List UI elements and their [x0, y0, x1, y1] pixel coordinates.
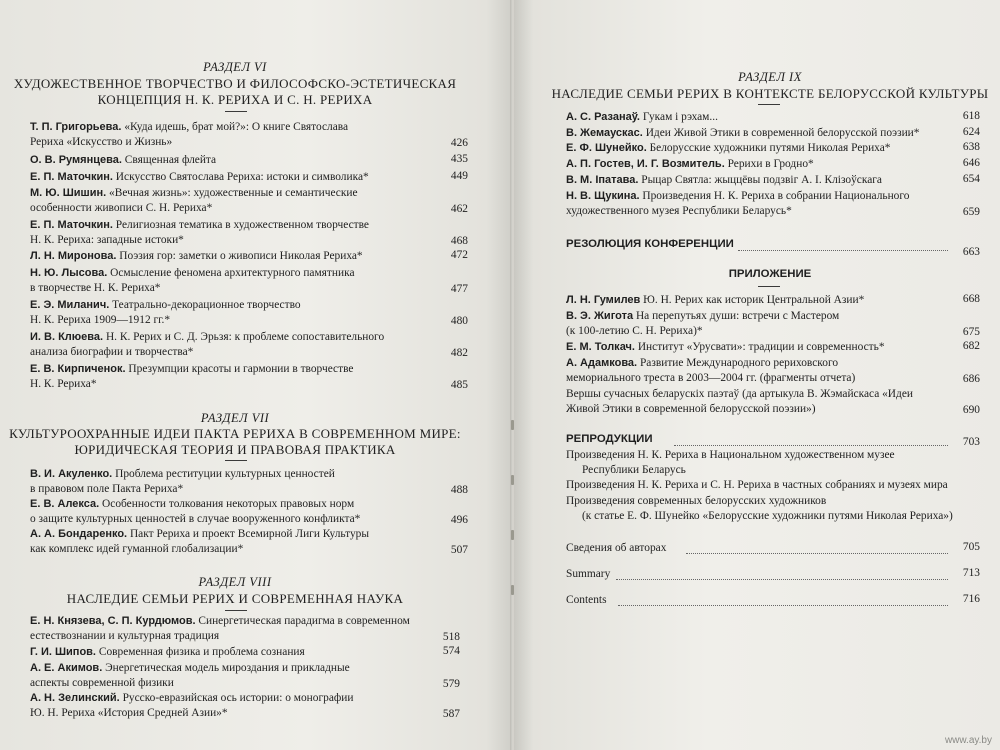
- toc-entry-page: 449: [450, 170, 468, 182]
- reproductions-item: Произведения Н. К. Рериха в Национальном художественном музее: [566, 449, 895, 461]
- toc-entry-author: В. М. Іпатава.: [566, 174, 639, 186]
- toc-entry-page: 690: [962, 404, 980, 416]
- toc-entry-page: 579: [442, 678, 460, 690]
- toc-entry-page: 468: [450, 235, 468, 247]
- toc-entry-title: Гукам і рэхам...: [639, 111, 718, 123]
- toc-entry: [30, 691, 353, 706]
- toc-entry-title: Институт «Урусвати»: традиции и современность*: [634, 341, 885, 353]
- toc-entry-author: Е. Н. Князева, С. П. Курдюмов.: [30, 615, 196, 627]
- toc-entry: [566, 189, 909, 204]
- toc-entry-title-line2: Рериха «Искусство и Жизнь»: [30, 136, 173, 148]
- section-6-title-line2: КОНЦЕПЦИЯ Н. К. РЕРИХА И С. Н. РЕРИХА: [97, 92, 373, 107]
- toc-entry-page: 686: [962, 373, 980, 385]
- toc-entry-author: И. В. Клюева.: [30, 331, 104, 343]
- toc-entry: [30, 527, 369, 542]
- toc-entry-title-line2: в творчестве Н. К. Рериха*: [30, 282, 161, 294]
- reproductions-heading: РЕПРОДУКЦИИ: [566, 433, 653, 445]
- toc-entry-page: 435: [450, 153, 468, 165]
- toc-entry-title: Презумпции красоты и гармонии в творчестве: [125, 363, 354, 375]
- toc-entry-page: 587: [442, 708, 460, 720]
- toc-entry: [566, 293, 864, 308]
- section-7-title-line2: ЮРИДИЧЕСКАЯ ТЕОРИЯ И ПРАВОВАЯ ПРАКТИКА: [74, 442, 396, 457]
- toc-entry-title-line2: анализа биографии и творчества*: [30, 346, 194, 358]
- toc-entry-page: 675: [962, 326, 980, 338]
- toc-entry: [566, 309, 839, 324]
- toc-entry-title: Развитие Международного рериховского: [637, 357, 839, 369]
- section-7-label: РАЗДЕЛ VII: [200, 411, 270, 425]
- toc-entry-author: А. А. Бондаренко.: [30, 528, 128, 540]
- toc-entry-title: Священная флейта: [121, 154, 217, 166]
- toc-entry-author: В. И. Акуленко.: [30, 468, 113, 480]
- toc-entry: [566, 173, 882, 188]
- toc-entry-author: А. С. Разанаў.: [566, 111, 640, 123]
- toc-entry-title: Энергетическая модель мироздания и прикладные: [102, 662, 350, 674]
- section-8-label: РАЗДЕЛ VIII: [198, 575, 272, 589]
- toc-entry-page: 472: [450, 249, 468, 261]
- toc-entry-author: А. Н. Зелинский.: [30, 692, 120, 704]
- contents-page: 716: [962, 593, 980, 605]
- toc-entry-page: 485: [450, 379, 468, 391]
- toc-entry-author: Е. М. Толкач.: [566, 341, 635, 353]
- appendix-rule: [758, 286, 780, 287]
- toc-entry: [30, 298, 301, 313]
- toc-entry-title: Особенности толкования некоторых правовых норм: [99, 498, 355, 510]
- toc-entry-page: 507: [450, 544, 468, 556]
- toc-entry-title: Осмысление феномена архитектурного памятника: [107, 267, 355, 279]
- resolution-leader: [738, 250, 948, 251]
- about-authors-page: 705: [962, 541, 980, 553]
- reproductions-item: (к статье Е. Ф. Шунейко «Белорусские художники путями Николая Рериха»): [582, 510, 953, 522]
- reproductions-leader: [674, 445, 948, 446]
- reproductions-item: Произведения современных белорусских художников: [566, 495, 827, 507]
- toc-entry-title: Современная физика и проблема сознания: [96, 646, 305, 658]
- toc-entry: [30, 661, 350, 676]
- toc-entry-title: Рыцар Святла: жыццёвы подзвіг А. І. Клізоўскага: [638, 174, 882, 186]
- appendix-heading: ПРИЛОЖЕНИЕ: [728, 268, 812, 280]
- toc-entry-title: Ю. Н. Рерих как историк Центральной Азии*: [640, 294, 865, 306]
- toc-entry-author: Л. Н. Миронова.: [30, 250, 117, 262]
- toc-entry-page: 668: [962, 293, 980, 305]
- toc-entry: [566, 141, 890, 156]
- toc-entry-author: А. Адамкова.: [566, 357, 638, 369]
- toc-entry-author: Е. В. Кирпиченок.: [30, 363, 126, 375]
- toc-entry: [30, 266, 355, 281]
- toc-entry-title: Белорусские художники путями Николая Рериха*: [646, 142, 891, 154]
- toc-entry: [30, 330, 384, 345]
- reproductions-item: Произведения Н. К. Рериха и С. Н. Рериха в частных собраниях и музеях мира: [566, 479, 948, 491]
- toc-entry-author: Н. В. Щукина.: [566, 190, 640, 202]
- toc-entry-title-line2: (к 100-летию С. Н. Рериха)*: [566, 325, 703, 337]
- toc-entry-title-line2: мемориального треста в 2003—2004 гг. (фрагменты отчета): [566, 372, 856, 384]
- toc-entry-title-line2: Живой Этики в современной белорусской поэзии»): [566, 403, 816, 415]
- section-6-title-line1: ХУДОЖЕСТВЕННОЕ ТВОРЧЕСТВО И ФИЛОСОФСКО-ЭСТЕТИЧЕСКАЯ: [13, 76, 457, 91]
- toc-entry-title: Синергетическая парадигма в современном: [195, 615, 410, 627]
- toc-entry: [30, 186, 358, 201]
- toc-entry-author: Е. Ф. Шунейко.: [566, 142, 647, 154]
- section-8-title-line1: НАСЛЕДИЕ СЕМЬИ РЕРИХ И СОВРЕМЕННАЯ НАУКА: [66, 591, 404, 606]
- toc-entry-title: Вершы сучасных беларускіх паэтаў (да артыкула В. Жэмайскаса «Идеи: [566, 388, 913, 400]
- toc-entry-author: Е. П. Маточкин.: [30, 171, 113, 183]
- toc-entry-title: Русско-евразийская ось истории: о монографии: [119, 692, 354, 704]
- section-9-rule: [758, 104, 780, 105]
- toc-entry-author: Т. П. Григорьева.: [30, 121, 122, 133]
- toc-entry-title-line2: аспекты современной физики: [30, 677, 174, 689]
- toc-entry-title: На перепутьях души: встречи с Мастером: [633, 310, 840, 322]
- toc-entry: [566, 340, 885, 355]
- reproductions-item: Республики Беларусь: [582, 464, 686, 476]
- watermark: www.ay.by: [944, 735, 992, 746]
- contents-label: Contents: [566, 594, 607, 606]
- toc-entry-title: «Вечная жизнь»: художественные и семантические: [106, 187, 358, 199]
- toc-entry-author: А. П. Гостев, И. Г. Возмитель.: [566, 158, 725, 170]
- toc-entry-author: Е. В. Алекса.: [30, 498, 100, 510]
- toc-entry-title-line2: Н. К. Рериха: западные истоки*: [30, 234, 184, 246]
- toc-entry-author: Е. П. Маточкин.: [30, 219, 113, 231]
- toc-entry-page: 654: [962, 173, 980, 185]
- toc-entry-author: Е. Э. Миланич.: [30, 299, 110, 311]
- toc-entry-title: Поэзия гор: заметки о живописи Николая Рериха*: [116, 250, 363, 262]
- toc-entry-title: Проблема реституции культурных ценностей: [112, 468, 335, 480]
- toc-entry-page: 574: [442, 645, 460, 657]
- toc-entry-title: Религиозная тематика в художественном творчестве: [112, 219, 369, 231]
- about-authors-label: Сведения об авторах: [566, 542, 667, 554]
- summary-label: Summary: [566, 568, 611, 580]
- toc-entry: [30, 362, 353, 377]
- summary-leader: [616, 579, 948, 580]
- toc-entry: [566, 126, 919, 141]
- toc-entry-title: Н. К. Рерих и С. Д. Эрьзя: к проблеме сопоставительного: [103, 331, 385, 343]
- toc-entry-page: 518: [442, 631, 460, 643]
- toc-entry: [566, 356, 838, 371]
- toc-entry-title: Рерихи в Гродно*: [724, 158, 814, 170]
- section-7-rule: [225, 460, 247, 461]
- toc-entry-title-line2: особенности живописи С. Н. Рериха*: [30, 202, 213, 214]
- toc-entry: [30, 614, 410, 629]
- toc-entry-title-line2: Н. К. Рериха*: [30, 378, 97, 390]
- toc-entry-title-line2: Н. К. Рериха 1909—1912 гг.*: [30, 314, 171, 326]
- section-9-label: РАЗДЕЛ IX: [738, 70, 802, 84]
- toc-entry-page: 496: [450, 514, 468, 526]
- toc-entry-author: Л. Н. Гумилев: [566, 294, 641, 306]
- toc-entry: [30, 645, 305, 660]
- toc-entry-page: 426: [450, 137, 468, 149]
- toc-entry-title-line2: в правовом поле Пакта Рериха*: [30, 483, 184, 495]
- contents-leader: [618, 605, 948, 606]
- toc-entry: [566, 110, 718, 125]
- toc-entry-page: 477: [450, 283, 468, 295]
- toc-entry-page: 682: [962, 340, 980, 352]
- section-6-rule: [225, 111, 247, 112]
- toc-entry: [30, 120, 348, 135]
- toc-entry-page: 482: [450, 347, 468, 359]
- toc-entry: [30, 170, 369, 185]
- resolution-heading: РЕЗОЛЮЦИЯ КОНФЕРЕНЦИИ: [566, 238, 734, 250]
- summary-page: 713: [962, 567, 980, 579]
- toc-entry-title: Произведения Н. К. Рериха в собрании Национального: [639, 190, 910, 202]
- right-page: [514, 0, 1000, 750]
- toc-entry-page: 618: [962, 110, 980, 122]
- toc-entry-title-line2: естествознании и культурная традиция: [30, 630, 220, 642]
- toc-entry-page: 638: [962, 141, 980, 153]
- resolution-page: 663: [962, 246, 980, 258]
- toc-entry-page: 659: [962, 206, 980, 218]
- about-authors-leader: [686, 553, 948, 554]
- toc-entry-author: В. Жемаускас.: [566, 127, 643, 139]
- toc-entry-author: О. В. Румянцева.: [30, 154, 122, 166]
- toc-entry-title-line2: о защите культурных ценностей в случае вооруженного конфликта*: [30, 513, 361, 525]
- toc-entry: [30, 153, 216, 168]
- toc-entry: [566, 157, 814, 172]
- toc-entry: [30, 467, 335, 482]
- toc-entry-page: 624: [962, 126, 980, 138]
- toc-entry-title-line2: художественного музея Республики Беларусь*: [566, 205, 792, 217]
- toc-entry: [30, 249, 363, 264]
- toc-entry-author: М. Ю. Шишин.: [30, 187, 107, 199]
- toc-entry-author: Н. Ю. Лысова.: [30, 267, 108, 279]
- toc-entry: [30, 218, 369, 233]
- toc-entry-title: Пакт Рериха и проект Всемирной Лиги Культуры: [127, 528, 370, 540]
- toc-entry: [30, 497, 354, 512]
- section-9-title: НАСЛЕДИЕ СЕМЬИ РЕРИХ В КОНТЕКСТЕ БЕЛОРУССКОЙ КУЛЬТУРЫ: [551, 86, 989, 101]
- section-7-title-line1: КУЛЬТУРООХРАННЫЕ ИДЕИ ПАКТА РЕРИХА В СОВРЕМЕННОМ МИРЕ:: [9, 426, 461, 441]
- toc-entry-title-line2: как комплекс идей гуманной глобализации*: [30, 543, 244, 555]
- toc-entry-title: Театрально-декорационное творчество: [109, 299, 301, 311]
- reproductions-page: 703: [962, 436, 980, 448]
- toc-entry-page: 488: [450, 484, 468, 496]
- toc-entry-title: «Куда идешь, брат мой?»: О книге Святослава: [121, 121, 349, 133]
- toc-entry-title: Идеи Живой Этики в современной белорусской поэзии*: [642, 127, 920, 139]
- toc-entry-author: А. Е. Акимов.: [30, 662, 103, 674]
- toc-entry: [566, 387, 913, 402]
- section-6-label: РАЗДЕЛ VI: [203, 60, 267, 74]
- toc-entry-page: 646: [962, 157, 980, 169]
- toc-entry-page: 462: [450, 203, 468, 215]
- toc-entry-author: Г. И. Шипов.: [30, 646, 96, 658]
- toc-entry-title: Искусство Святослава Рериха: истоки и символика*: [112, 171, 369, 183]
- toc-entry-title-line2: Ю. Н. Рериха «История Средней Азии»*: [30, 707, 228, 719]
- toc-entry-author: В. Э. Жигота: [566, 310, 634, 322]
- toc-entry-page: 480: [450, 315, 468, 327]
- section-8-rule: [225, 610, 247, 611]
